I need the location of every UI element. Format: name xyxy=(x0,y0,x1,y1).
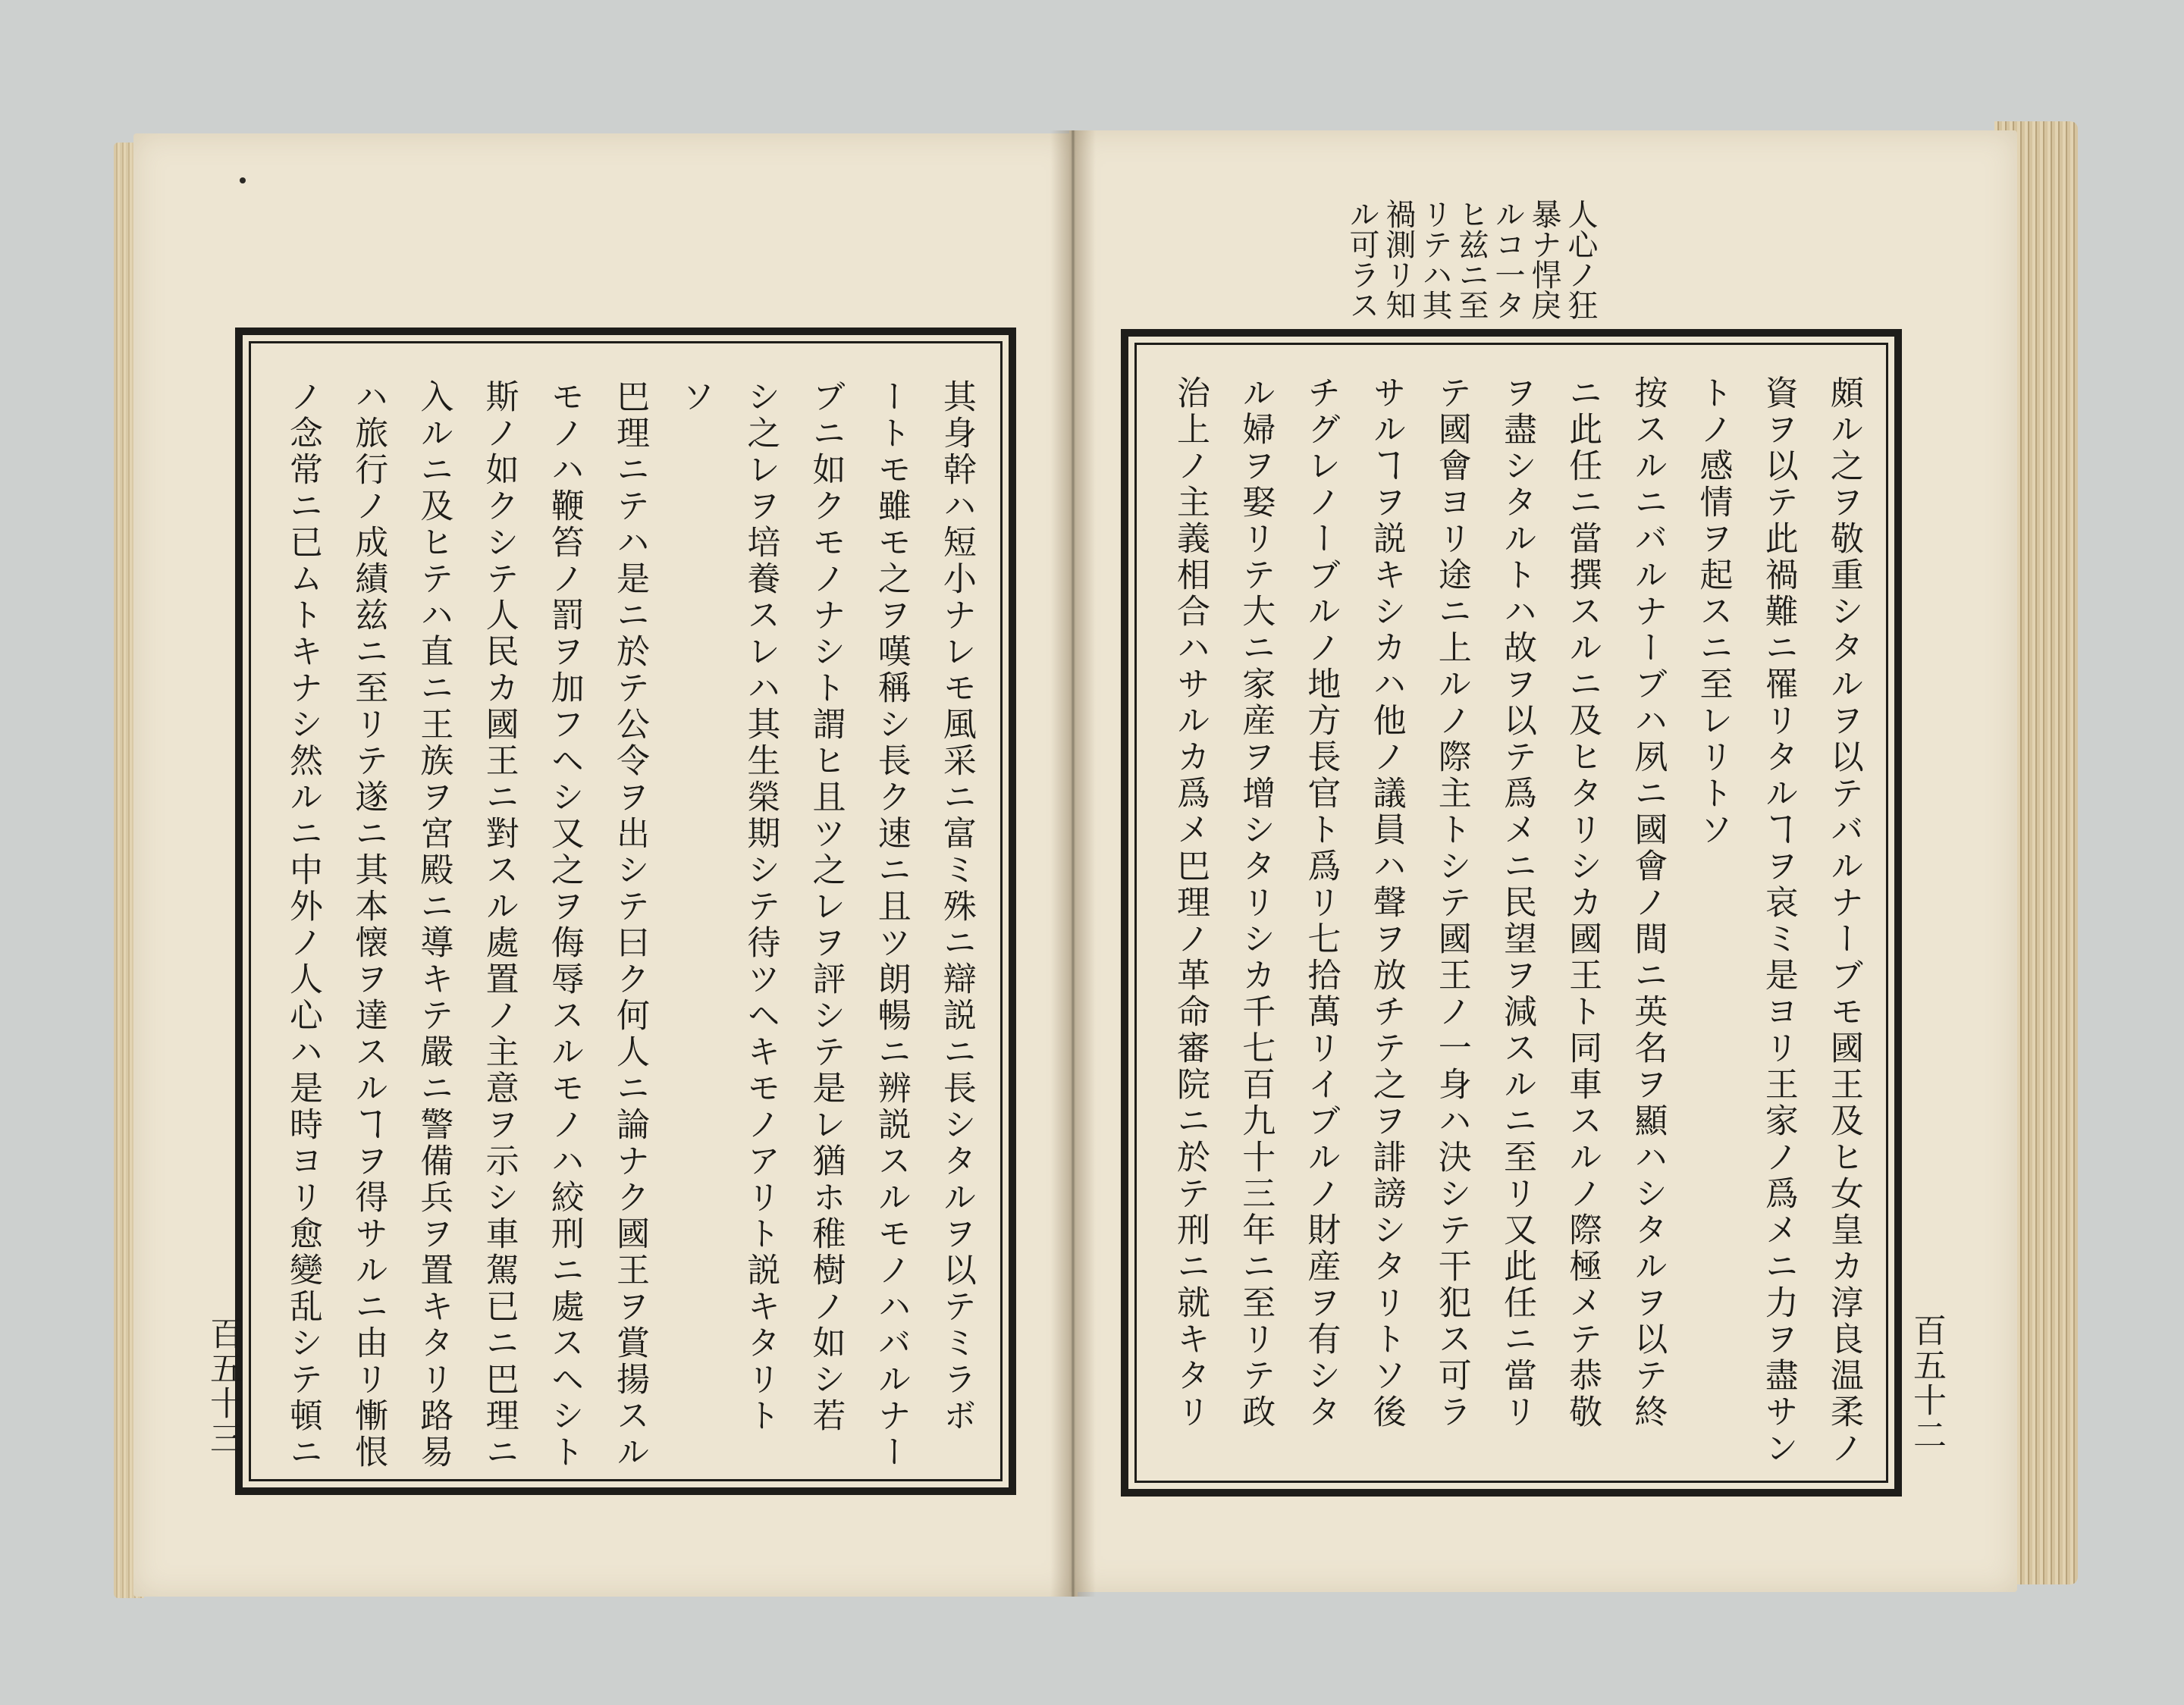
text-column: 其身幹ハ短小ナレモ風采ニ富ミ殊ニ辯説ニ長シタルヲ以テミラボ xyxy=(937,379,976,1434)
text-column: 斯ノ如クシテ人民カ國王ニ對スル處置ノ主意ヲ示シ車駕已ニ巴理ニ xyxy=(479,379,519,1471)
text-column: ソ xyxy=(676,379,715,415)
marginal-note xyxy=(1345,199,1599,328)
marginal-note-line: ヒ兹ニ至 xyxy=(1454,199,1489,320)
text-column: サルヿヲ説キシカハ他ノ議員ハ聲ヲ放チテ之ヲ誹謗シタリトソ後 xyxy=(1367,375,1406,1431)
text-column: 入ルニ及ヒテハ直ニ王族ヲ宮殿ニ導キテ嚴ニ警備兵ヲ置キタリ路易 xyxy=(414,379,453,1471)
text-column: ヲ盡シタルトハ故ヲ以テ爲メニ民望ヲ減スルニ至リ又此任ニ當リ xyxy=(1497,375,1536,1431)
page-number-left: 百五十三 xyxy=(204,1316,243,1456)
right-page-text xyxy=(1160,375,1873,1467)
text-column: 按スルニバルナーブハ夙ニ國會ノ間ニ英名ヲ顯ハシタルヲ以テ終 xyxy=(1628,375,1668,1431)
text-column: ハ旅行ノ成績兹ニ至リテ遂ニ其本懐ヲ達スルヿヲ得サルニ由リ慚恨 xyxy=(349,379,388,1471)
text-column: ブニ如クモノナシト謂ヒ且ツ之レヲ評シテ是レ猶ホ稚樹ノ如シ若 xyxy=(806,379,846,1434)
ink-speck xyxy=(240,177,246,183)
text-column: ル婦ヲ娶リテ大ニ家産ヲ增シタリシカ千七百九十三年ニ至リテ政 xyxy=(1236,375,1276,1431)
text-column: シ之レヲ培養スレハ其生榮期シテ待ツヘキモノアリト説キタリト xyxy=(741,379,780,1434)
text-column: テ國會ヨリ途ニ上ルノ際主トシテ國王ノ一身ハ決シテ干犯ス可ラ xyxy=(1432,375,1471,1431)
text-column: ートモ雖モ之ヲ嘆稱シ長ク速ニ且ツ朗暢ニ辨説スルモノハバルナー xyxy=(871,379,911,1471)
left-page-text xyxy=(273,379,986,1471)
marginal-note-line: ルコ一タ xyxy=(1490,199,1525,320)
text-column: チグレノーブルノ地方長官ト爲リ七拾萬リイブルノ財産ヲ有シタ xyxy=(1301,375,1341,1431)
marginal-note-line: 人心ノ狂 xyxy=(1563,199,1598,320)
text-column: 資ヲ以テ此禍難ニ罹リタルヿヲ哀ミ是ヨリ王家ノ爲メニ力ヲ盡サン xyxy=(1759,375,1798,1467)
text-column: ノ念常ニ已ムトキナシ然ルニ中外ノ人心ハ是時ヨリ愈變乱シテ頓ニ xyxy=(284,379,322,1471)
text-column: モノハ鞭笞ノ罰ヲ加フヘシ又之ヲ侮辱スルモノハ絞刑ニ處スヘシト xyxy=(544,379,584,1471)
text-column: 巴理ニテハ是ニ於テ公令ヲ出シテ曰ク何人ニ論ナク國王ヲ賞揚スル xyxy=(610,379,649,1471)
marginal-note-line: 暴ナ悍戾 xyxy=(1527,199,1561,320)
text-column: トノ感情ヲ起スニ至レリトソ xyxy=(1693,375,1733,848)
page-number-right: 百五十二 xyxy=(1907,1313,1946,1453)
text-column: 治上ノ主義相合ハサルカ爲メ巴理ノ革命審院ニ於テ刑ニ就キタリ xyxy=(1171,375,1210,1431)
marginal-note-line: 禍測リ知 xyxy=(1381,199,1416,320)
text-column: 頗ル之ヲ敬重シタルヲ以テバルナーブモ國王及ヒ女皇カ淳良温柔ノ xyxy=(1824,375,1863,1467)
marginal-note-line: ル可ラス xyxy=(1345,199,1379,320)
text-column: ニ此任ニ當撰スルニ及ヒタリシカ國王ト同車スルノ際極メテ恭敬 xyxy=(1563,375,1602,1431)
book-gutter xyxy=(1050,130,1096,1597)
marginal-note-line: リテハ其 xyxy=(1417,199,1452,320)
